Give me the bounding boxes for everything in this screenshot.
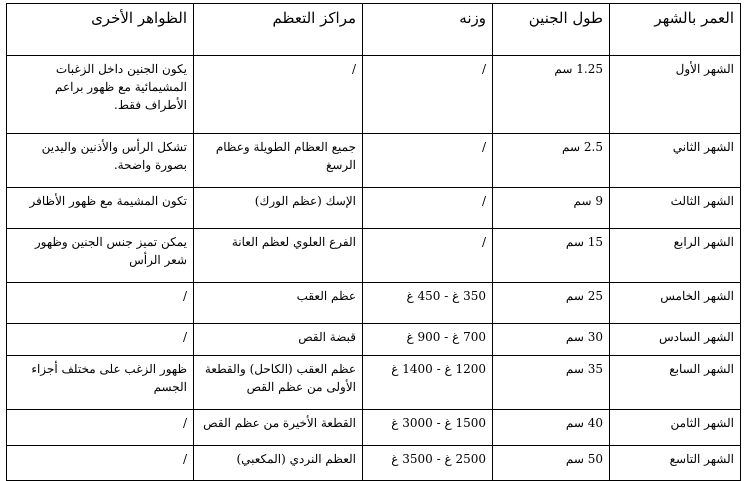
cell-length: 15 سم [493,229,610,283]
cell-ossification: جميع العظام الطويلة وعظام الرسغ [194,134,363,188]
cell-weight: 700 غ - 900 غ [363,324,493,356]
cell-month: الشهر الثالث [610,188,741,229]
table-row [7,56,741,134]
cell-other: / [7,324,194,356]
cell-other: تكون المشيمة مع ظهور الأظافر [7,188,194,229]
table-row [7,283,741,324]
table-row [7,229,741,283]
cell-other: / [7,283,194,324]
table-row [7,324,741,356]
cell-length: 1.25 سم [493,56,610,134]
cell-ossification: العظم النردي (المكعبي) [194,446,363,481]
cell-length: 40 سم [493,410,610,446]
cell-weight: / [363,56,493,134]
header-weight: وزنه [363,4,493,56]
cell-length: 35 سم [493,356,610,410]
cell-ossification: الإسك (عظم الورك) [194,188,363,229]
cell-month: الشهر الخامس [610,283,741,324]
cell-other: / [7,410,194,446]
cell-other: تشكل الرأس والأذنين واليدين بصورة واضحة. [7,134,194,188]
table-row [7,188,741,229]
cell-ossification: القطعة الأخيرة من عظم القص [194,410,363,446]
header-row [7,4,741,56]
cell-weight: / [363,134,493,188]
cell-weight: / [363,188,493,229]
cell-weight: 1500 غ - 3000 غ [363,410,493,446]
cell-month: الشهر التاسع [610,446,741,481]
cell-ossification: الفرع العلوي لعظم العانة [194,229,363,283]
fetal-development-table [6,3,741,481]
header-ossification: مراكز التعظم [194,4,363,56]
cell-ossification: عظم العقب (الكاحل) والقطعة الأولى من عظم القص [194,356,363,410]
cell-length: 2.5 سم [493,134,610,188]
cell-other: يمكن تميز جنس الجنين وظهور شعر الرأس [7,229,194,283]
cell-ossification: قبضة القص [194,324,363,356]
cell-other: / [7,446,194,481]
header-month: العمر بالشهر [610,4,741,56]
cell-month: الشهر السابع [610,356,741,410]
cell-weight: 1200 غ - 1400 غ [363,356,493,410]
cell-month: الشهر السادس [610,324,741,356]
cell-month: الشهر الرابع [610,229,741,283]
header-length: طول الجنين [493,4,610,56]
table-row [7,446,741,481]
cell-other: ظهور الزغب على مختلف أجزاء الجسم [7,356,194,410]
header-other: الظواهر الأخرى [7,4,194,56]
cell-length: 9 سم [493,188,610,229]
cell-month: الشهر الثامن [610,410,741,446]
cell-ossification: / [194,56,363,134]
cell-weight: / [363,229,493,283]
cell-weight: 2500 غ - 3500 غ [363,446,493,481]
cell-ossification: عظم العقب [194,283,363,324]
cell-length: 30 سم [493,324,610,356]
cell-weight: 350 غ - 450 غ [363,283,493,324]
cell-length: 50 سم [493,446,610,481]
cell-length: 25 سم [493,283,610,324]
cell-month: الشهر الثاني [610,134,741,188]
table-row [7,356,741,410]
table-row [7,134,741,188]
cell-other: يكون الجنين داخل الزغبات المشيمائية مع ظهور براعم الأطراف فقط. [7,56,194,134]
cell-month: الشهر الأول [610,56,741,134]
table-row [7,410,741,446]
